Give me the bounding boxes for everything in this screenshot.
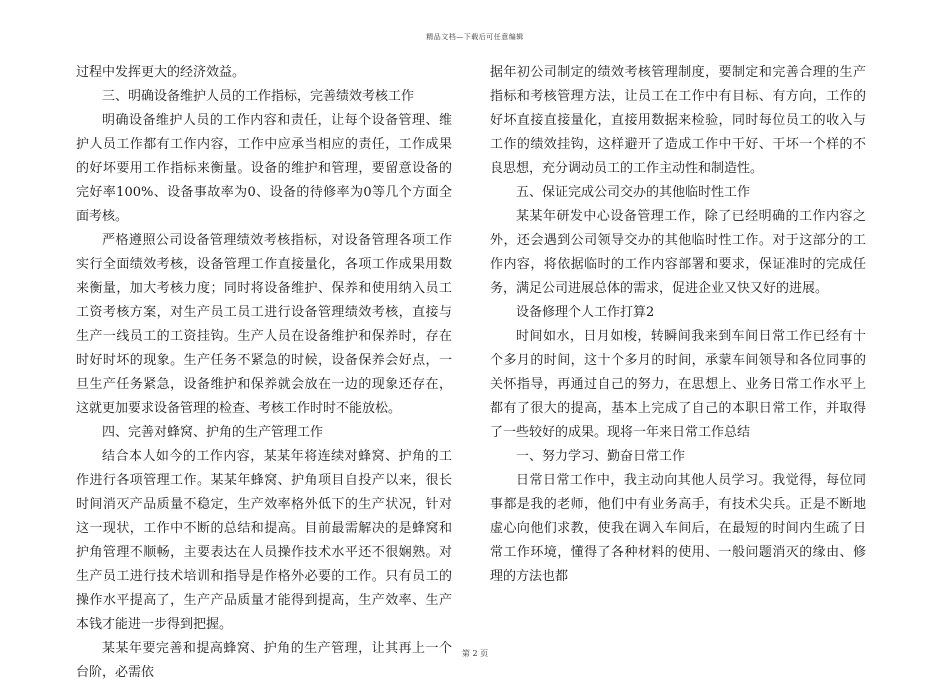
paragraph: 某某年要完善和提高蜂窝、护角的生产管理，让其再上一个台阶，必需依 xyxy=(76,641,452,680)
paragraph: 严格遵照公司设备管理绩效考核指标，对设备管理各项工作实行全面绩效考核，设备管理工作直接量化，各项工作成果用数来衡量，加大考核力度；同时将设备维护、保养和使用纳入员工工资考核方案，对生产员工员工进行设备管理绩效考核，直接与生产一线员工的工资挂钩。生产人员在设备维护和保养时，存在时好时坏的现象。生产任务不紧急的时候，设备保养会好点，一旦生产任务紧急，设备维护和保养就会放在一边的现象还存在，这就更加要求设备管理的检查、考核工作时时不能放松。 xyxy=(76,233,452,416)
paragraph: 时间如水，日月如梭，转瞬间我来到车间日常工作已经有十个多月的时间，这十个多月的时间，承蒙车间领导和各位同事的关怀指导，再通过自己的努力，在思想上、业务日常工作水平上都有了很大的提高，基本上完成了自己的本职日常工作，并取得了一些较好的成果。现将一年来日常工作总结 xyxy=(490,329,866,440)
paragraph: 过程中发挥更大的经济效益。 xyxy=(76,65,246,80)
paragraph: 某某年研发中心设备管理工作，除了已经明确的工作内容之外，还会遇到公司领导交办的其他临时性工作。对于这部分的工作内容，将依据临时的工作内容部署和要求，保证准时的完成任务，满足公司进展总体的需求，促进企业又快又好的进展。 xyxy=(490,209,866,296)
page-number: 第 2 页 xyxy=(461,649,489,658)
section-heading: 一、努力学习、勤奋日常工作 xyxy=(516,449,686,464)
section-heading: 设备修理个人工作打算2 xyxy=(516,305,655,320)
right-column xyxy=(490,61,866,589)
section-heading: 三、明确设备维护人员的工作指标，完善绩效考核工作 xyxy=(102,89,415,104)
section-heading: 五、保证完成公司交办的其他临时性工作 xyxy=(516,185,751,200)
left-column xyxy=(76,61,452,685)
paragraph: 日常日常工作中，我主动向其他人员学习。我觉得，每位同事都是我的老师，他们中有业务高手，有技术尖兵。正是不断地虚心向他们求教，使我在调入车间后，在最短的时间内生疏了日常工作环境，懂得了各种材料的使用、一般问题消灭的缘由、修理的方法也都 xyxy=(490,473,866,584)
paragraph: 明确设备维护人员的工作内容和责任，让每个设备管理、维护人员工作都有工作内容，工作中应承当相应的责任，工作成果的好坏要用工作指标来衡量。设备的维护和管理，要留意设备的完好率100%、设备事故率为0、设备的待修率为0等几个方面全面考核。 xyxy=(76,113,452,224)
section-heading: 四、完善对蜂窝、护角的生产管理工作 xyxy=(102,425,324,440)
page-header: 精品文档—下载后可任意编辑 xyxy=(426,33,524,41)
paragraph: 结合本人如今的工作内容，某某年将连续对蜂窝、护角的工作进行各项管理工作。某某年蜂窝、护角项目自投产以来，很长时间消灭产品质量不稳定，生产效率格外低下的生产状况，针对这一现状，工作中不断的总结和提高。目前最需解决的是蜂窝和护角管理不顺畅，主要表达在人员操作技术水平还不很娴熟。对生产员工进行技术培训和指导是作格外必要的工作。只有员工的操作水平提高了，生产产品质量才能得到提高，生产效率、生产本钱才能进一步得到把握。 xyxy=(76,449,452,632)
paragraph: 据年初公司制定的绩效考核管理制度，要制定和完善合理的生产指标和考核管理方法，让员工在工作中有目标、有方向，工作的好坏直接直接量化，直接用数据来检验，同时每位员工的收入与工作的绩效挂钩，这样避开了造成工作中干好、干坏一个样的不良思想，充分调动员工的工作主动性和制造性。 xyxy=(490,65,866,176)
